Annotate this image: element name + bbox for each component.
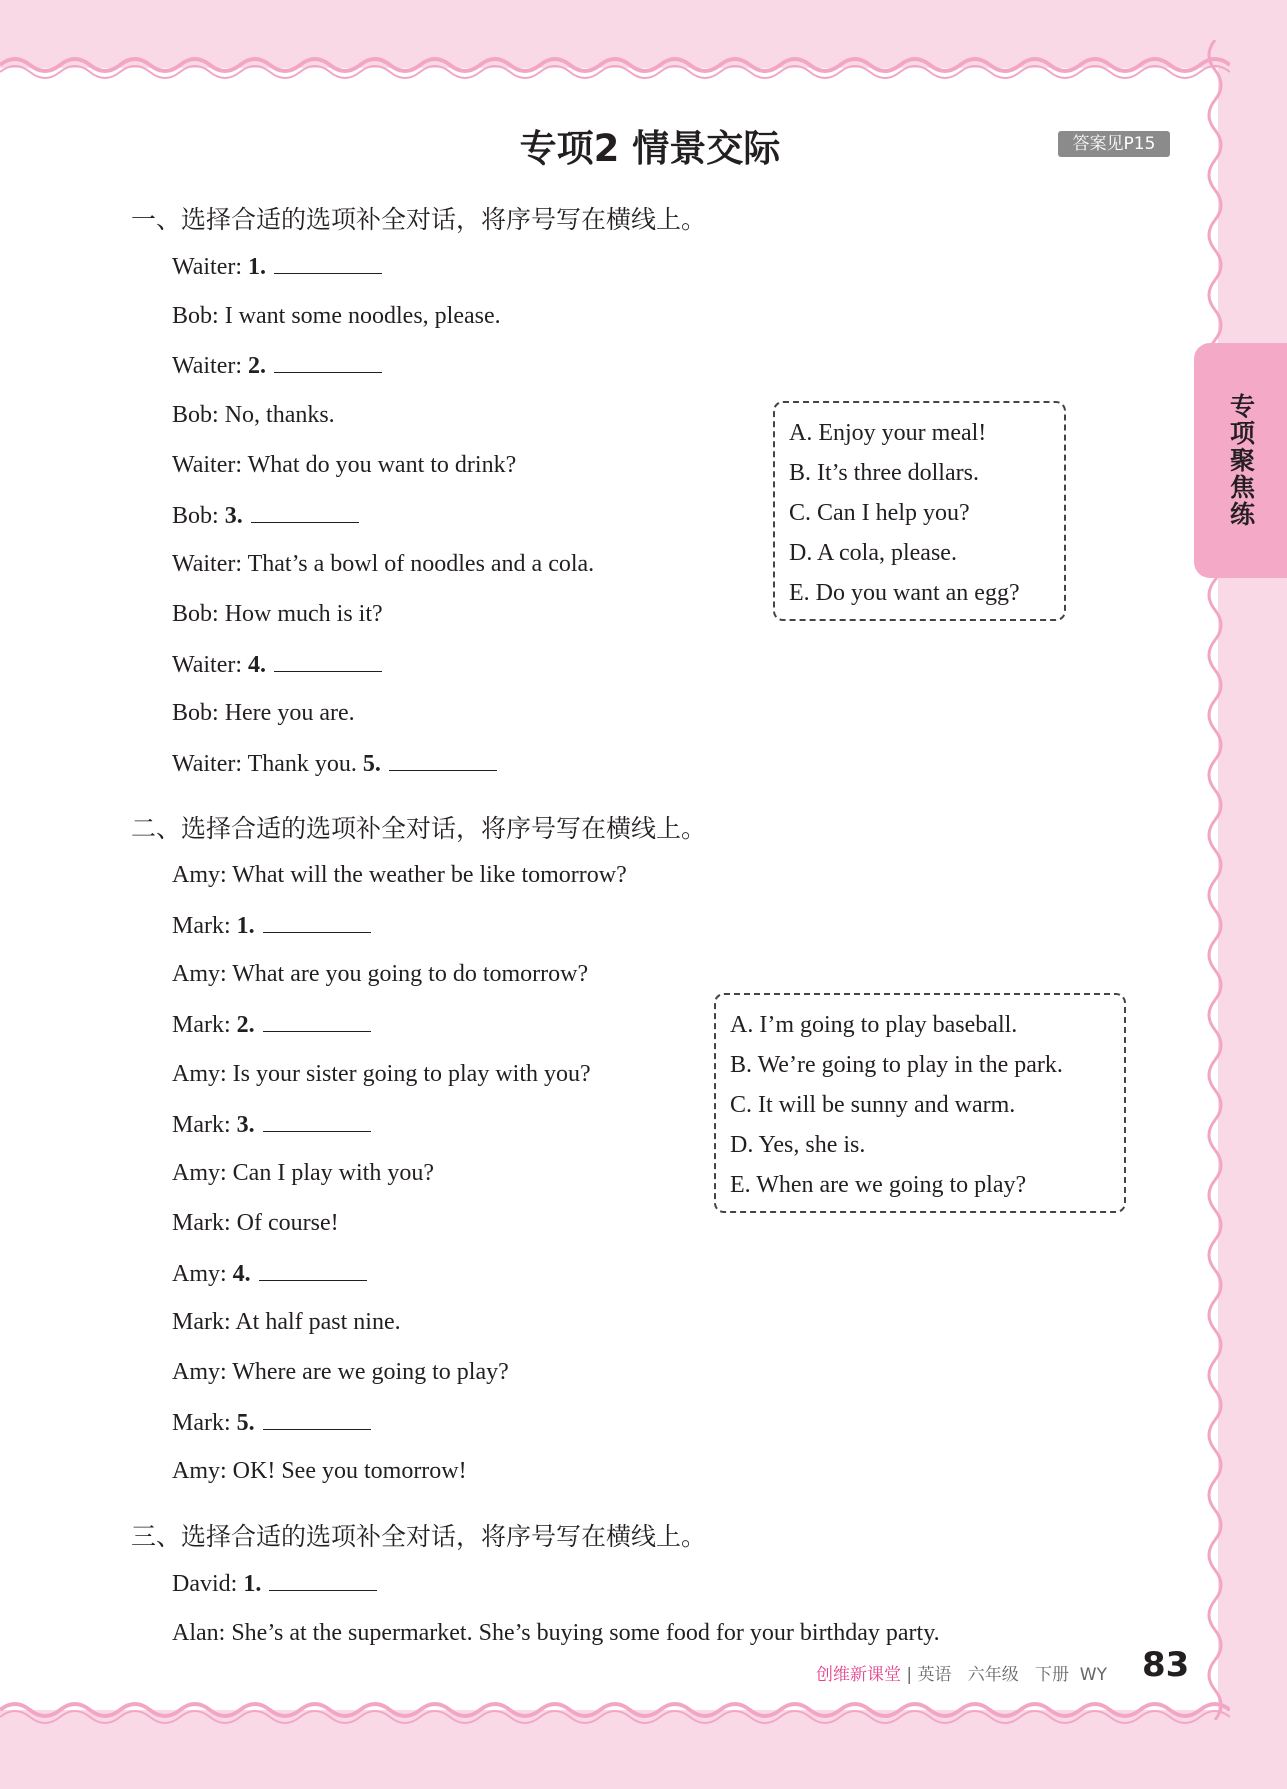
blank-number: 1. bbox=[243, 1571, 262, 1597]
section1-heading: 一、选择合适的选项补全对话，将序号写在横线上。 bbox=[131, 205, 707, 234]
dialogue-text: What will the weather be like tomorrow? bbox=[232, 862, 627, 888]
speaker-name: Waiter: bbox=[172, 254, 249, 280]
option-d: D. A cola, please. bbox=[789, 540, 957, 566]
footer-brand: 创维新课堂 bbox=[816, 1665, 901, 1685]
dialogue-text: Is your sister going to play with you? bbox=[232, 1060, 591, 1087]
blank-number: 4. bbox=[232, 1260, 251, 1287]
dialogue-text: Can I play with you? bbox=[232, 1160, 434, 1187]
side-tab-label: 专项聚焦练 bbox=[1226, 393, 1256, 528]
speaker-name: Amy: bbox=[172, 1160, 233, 1187]
answer-blank[interactable] bbox=[274, 352, 382, 373]
speaker-name: Waiter: bbox=[172, 451, 248, 478]
dialogue-line bbox=[172, 352, 382, 380]
dialogue-line bbox=[172, 1160, 434, 1187]
dialogue-line bbox=[172, 1620, 940, 1647]
answer-blank[interactable] bbox=[389, 750, 497, 771]
dialogue-line bbox=[172, 1309, 401, 1336]
dialogue-text: Here you are. bbox=[224, 700, 355, 727]
dialogue-line bbox=[172, 750, 497, 778]
blank-number: 5. bbox=[362, 751, 381, 777]
answer-blank[interactable] bbox=[259, 1260, 367, 1281]
section2-heading: 二、选择合适的选项补全对话，将序号写在横线上。 bbox=[131, 814, 707, 843]
speaker-name: Amy: bbox=[172, 862, 233, 888]
dialogue-line bbox=[172, 402, 335, 429]
blank-number: 1. bbox=[236, 912, 255, 939]
dialogue-text: She’s at the supermarket. She’s buying some food for your birthday party. bbox=[231, 1619, 940, 1646]
speaker-name: Mark: bbox=[172, 1309, 236, 1336]
speaker-name: Waiter: bbox=[172, 551, 248, 578]
answer-blank[interactable] bbox=[263, 1011, 371, 1032]
dialogue-line bbox=[172, 303, 501, 330]
dialogue-line bbox=[172, 1570, 377, 1598]
speaker-name: Mark: bbox=[172, 1012, 237, 1039]
blank-number: 3. bbox=[224, 502, 243, 529]
speaker-name: Waiter: bbox=[172, 651, 249, 678]
dialogue-text: Thank you. bbox=[247, 751, 363, 777]
answer-blank[interactable] bbox=[251, 502, 359, 523]
dialogue-line bbox=[172, 862, 627, 889]
speaker-name: Bob: bbox=[172, 600, 225, 627]
speaker-name: Mark: bbox=[172, 912, 237, 939]
right-wave-border bbox=[1200, 40, 1230, 1720]
dialogue-text: How much is it? bbox=[224, 600, 383, 627]
page-number: 83 bbox=[1142, 1645, 1190, 1685]
option-c: C. It will be sunny and warm. bbox=[730, 1092, 1016, 1118]
option-c: C. Can I help you? bbox=[789, 500, 970, 526]
section3-heading: 三、选择合适的选项补全对话，将序号写在横线上。 bbox=[131, 1522, 707, 1551]
blank-number: 1. bbox=[248, 254, 267, 280]
speaker-name: Amy: bbox=[172, 1260, 233, 1287]
dialogue-line bbox=[172, 253, 382, 281]
speaker-name: Mark: bbox=[172, 1111, 237, 1138]
dialogue-line bbox=[172, 961, 588, 988]
dialogue-line bbox=[172, 1260, 367, 1288]
answer-blank[interactable] bbox=[263, 1111, 371, 1132]
answer-blank[interactable] bbox=[274, 253, 382, 274]
speaker-name: Bob: bbox=[172, 402, 225, 429]
section2-options-box bbox=[714, 993, 1126, 1213]
option-d: D. Yes, she is. bbox=[730, 1132, 866, 1158]
speaker-name: Amy: bbox=[172, 961, 233, 988]
dialogue-line bbox=[172, 700, 355, 727]
dialogue-line bbox=[172, 1409, 371, 1437]
speaker-name: Amy: bbox=[172, 1458, 233, 1485]
answer-reference-badge: 答案见P15 bbox=[1058, 131, 1170, 157]
blank-number: 4. bbox=[248, 651, 267, 678]
dialogue-line bbox=[172, 452, 516, 479]
speaker-name: Waiter: bbox=[172, 353, 249, 380]
dialogue-text: Where are we going to play? bbox=[232, 1359, 509, 1385]
dialogue-line bbox=[172, 1458, 467, 1485]
option-e: E. Do you want an egg? bbox=[789, 580, 1020, 606]
footer-subject: 英语 bbox=[917, 1665, 952, 1685]
page-title: 专项2 情景交际 bbox=[519, 127, 781, 170]
dialogue-line bbox=[172, 912, 371, 940]
dialogue-line bbox=[172, 1359, 509, 1386]
speaker-name: Waiter: bbox=[172, 751, 248, 777]
speaker-name: Mark: bbox=[172, 1209, 237, 1236]
footer-edition: WY bbox=[1079, 1665, 1107, 1685]
blank-number: 5. bbox=[236, 1409, 255, 1436]
section1-options-box bbox=[773, 401, 1066, 621]
dialogue-line bbox=[172, 651, 382, 679]
dialogue-text: What do you want to drink? bbox=[247, 451, 517, 478]
speaker-name: Amy: bbox=[172, 1060, 233, 1087]
footer-divider: | bbox=[906, 1665, 913, 1685]
speaker-name: Mark: bbox=[172, 1409, 237, 1436]
option-e: E. When are we going to play? bbox=[730, 1172, 1027, 1198]
option-b: B. It’s three dollars. bbox=[789, 460, 979, 486]
dialogue-line bbox=[172, 1111, 371, 1139]
speaker-name: Alan: bbox=[172, 1619, 232, 1646]
option-a: A. Enjoy your meal! bbox=[789, 420, 987, 446]
speaker-name: Bob: bbox=[172, 700, 225, 727]
answer-blank[interactable] bbox=[263, 912, 371, 933]
footer-volume: 下册 bbox=[1034, 1665, 1069, 1685]
dialogue-text: Of course! bbox=[236, 1209, 339, 1236]
dialogue-line bbox=[172, 502, 359, 530]
blank-number: 2. bbox=[236, 1012, 255, 1039]
blank-number: 3. bbox=[236, 1111, 255, 1138]
blank-number: 2. bbox=[248, 353, 267, 380]
side-tab bbox=[1194, 343, 1287, 578]
dialogue-text: What are you going to do tomorrow? bbox=[232, 961, 589, 988]
dialogue-line bbox=[172, 1210, 339, 1237]
option-b: B. We’re going to play in the park. bbox=[730, 1052, 1063, 1078]
dialogue-line bbox=[172, 1011, 371, 1039]
bottom-wave-border bbox=[0, 1700, 1230, 1730]
speaker-name: Amy: bbox=[172, 1359, 233, 1385]
answer-blank[interactable] bbox=[274, 651, 382, 672]
speaker-name: Bob: bbox=[172, 502, 225, 529]
dialogue-text: That’s a bowl of noodles and a cola. bbox=[247, 551, 595, 578]
option-a: A. I’m going to play baseball. bbox=[730, 1012, 1018, 1038]
dialogue-text: At half past nine. bbox=[235, 1309, 401, 1336]
answer-blank[interactable] bbox=[269, 1570, 377, 1591]
dialogue-text: OK! See you tomorrow! bbox=[232, 1458, 467, 1485]
dialogue-line bbox=[172, 1061, 591, 1088]
speaker-name: Bob: bbox=[172, 302, 225, 329]
speaker-name: David: bbox=[172, 1571, 244, 1597]
dialogue-line bbox=[172, 551, 594, 578]
footer-info bbox=[816, 1660, 1107, 1685]
top-wave-border bbox=[0, 50, 1230, 80]
dialogue-text: No, thanks. bbox=[224, 402, 335, 429]
footer-grade: 六年级 bbox=[967, 1665, 1019, 1685]
answer-blank[interactable] bbox=[263, 1409, 371, 1430]
dialogue-text: I want some noodles, please. bbox=[224, 302, 501, 329]
dialogue-line bbox=[172, 601, 383, 628]
